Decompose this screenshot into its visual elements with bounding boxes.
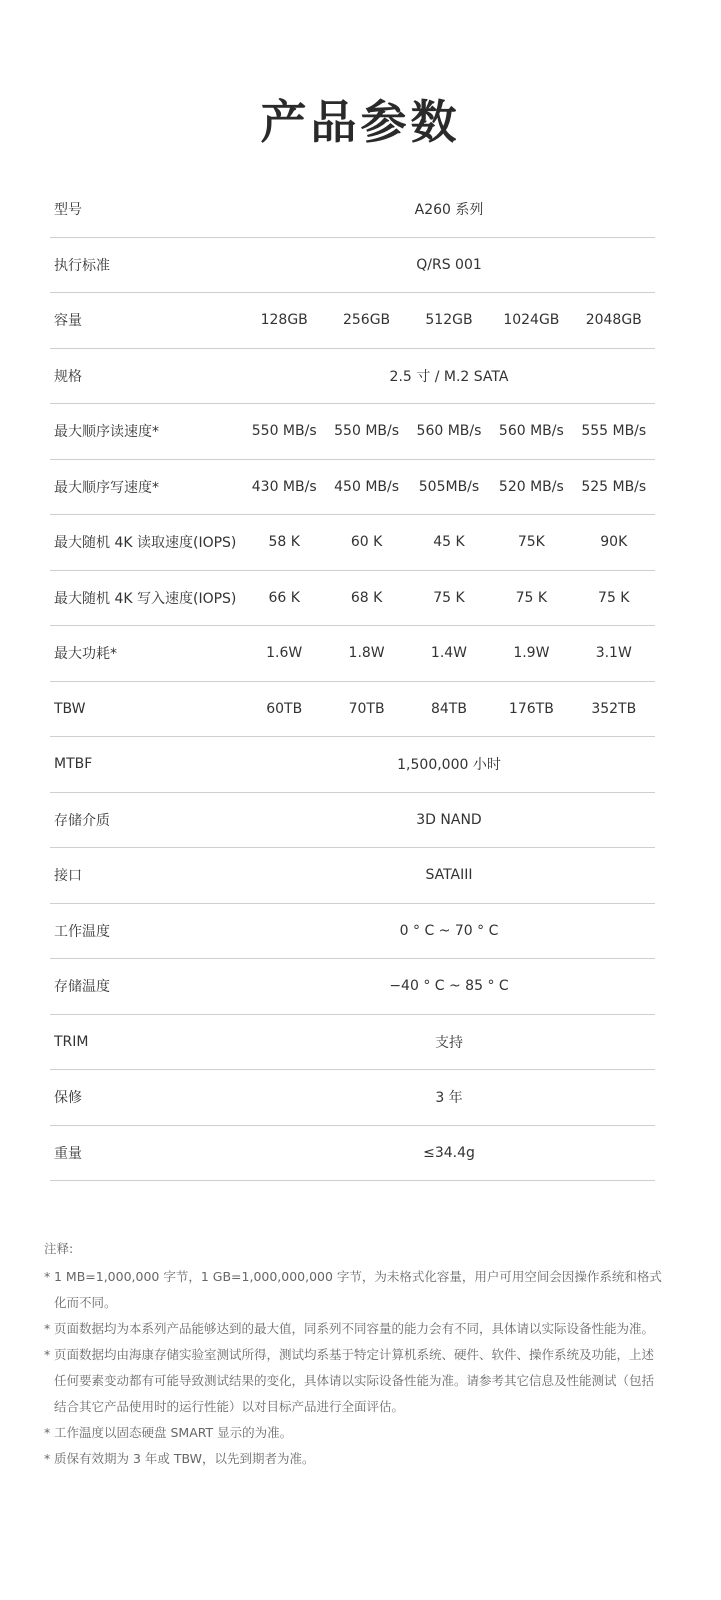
- spec-label: 存储温度: [54, 979, 110, 996]
- spec-value: Q/RS 001: [416, 256, 482, 273]
- spec-value: 512GB: [425, 312, 473, 329]
- spec-values: [243, 590, 655, 606]
- notes-list: [44, 1264, 664, 1472]
- spec-value: 128GB: [260, 312, 308, 329]
- spec-value: 70TB: [348, 700, 385, 717]
- spec-values: [243, 867, 655, 883]
- spec-value: 555 MB/s: [581, 423, 647, 440]
- spec-row: [50, 904, 655, 960]
- spec-values: [243, 701, 655, 717]
- spec-value: 84TB: [430, 700, 467, 717]
- spec-label: 最大随机 4K 读取速度(IOPS): [54, 535, 237, 552]
- spec-label: 最大顺序写速度*: [54, 479, 159, 496]
- spec-value: 1.4W: [430, 645, 468, 662]
- spec-label: 最大功耗*: [54, 646, 117, 663]
- spec-label: 保修: [54, 1090, 82, 1107]
- spec-value: 2.5 寸 / M.2 SATA: [389, 368, 509, 385]
- spec-value: 75K: [517, 534, 545, 551]
- note-marker: *: [44, 1425, 51, 1440]
- spec-value: 1.9W: [513, 645, 550, 662]
- spec-row: [50, 460, 655, 516]
- spec-row: [50, 182, 655, 238]
- spec-row: [50, 1015, 655, 1071]
- note-marker: *: [44, 1347, 51, 1362]
- spec-table: [50, 182, 655, 1181]
- spec-value: 525 MB/s: [581, 478, 647, 495]
- spec-value: 45 K: [433, 534, 465, 551]
- notes-section: [44, 1236, 664, 1472]
- notes-heading: 注释:: [44, 1241, 74, 1256]
- spec-value: 520 MB/s: [498, 478, 564, 495]
- spec-value: A260 系列: [414, 202, 484, 219]
- note-marker: *: [44, 1451, 51, 1466]
- spec-value: 1024GB: [503, 312, 560, 329]
- spec-value: 75 K: [598, 589, 630, 606]
- spec-value: 1,500,000 小时: [397, 757, 501, 774]
- spec-values: [243, 534, 655, 550]
- spec-value: 3.1W: [595, 645, 632, 662]
- spec-values: [243, 1032, 655, 1052]
- spec-label: 型号: [54, 202, 82, 219]
- spec-label: 接口: [54, 868, 82, 885]
- spec-value: 66 K: [268, 589, 300, 606]
- spec-value: 60TB: [266, 700, 303, 717]
- spec-row: [50, 737, 655, 793]
- spec-row: [50, 349, 655, 405]
- note-text: 1 MB=1,000,000 字节，1 GB=1,000,000,000 字节，为未格式化容量，用户可用空间会因操作系统和格式化而不同。: [54, 1269, 662, 1310]
- note-marker: *: [44, 1269, 51, 1284]
- spec-row: [50, 1126, 655, 1182]
- note-item: [44, 1446, 664, 1472]
- spec-row: [50, 793, 655, 849]
- spec-value: 60 K: [350, 534, 383, 551]
- spec-values: [243, 479, 655, 495]
- spec-value: 90K: [600, 534, 628, 551]
- page-title: 产品参数: [260, 95, 461, 149]
- spec-value: 1.6W: [266, 645, 303, 662]
- spec-value: 560 MB/s: [416, 423, 482, 440]
- spec-value: 支持: [435, 1034, 463, 1051]
- spec-value: ≤34.4g: [423, 1144, 475, 1161]
- spec-label: 最大顺序读速度*: [54, 424, 159, 441]
- spec-value: 75 K: [433, 589, 465, 606]
- spec-label: 最大随机 4K 写入速度(IOPS): [54, 590, 237, 607]
- note-item: [44, 1316, 664, 1342]
- spec-values: [243, 923, 655, 939]
- spec-label: 存储介质: [54, 812, 110, 829]
- spec-values: [243, 257, 655, 273]
- spec-value: 560 MB/s: [498, 423, 564, 440]
- spec-value: 68 K: [350, 589, 383, 606]
- spec-values: [243, 645, 655, 661]
- spec-values: [243, 366, 655, 386]
- spec-row: [50, 404, 655, 460]
- spec-value: 550 MB/s: [334, 423, 400, 440]
- note-item: [44, 1420, 664, 1446]
- spec-value: 352TB: [591, 700, 637, 717]
- spec-value: 430 MB/s: [251, 478, 317, 495]
- spec-values: [243, 978, 655, 994]
- spec-value: 550 MB/s: [251, 423, 317, 440]
- spec-label: TBW: [54, 700, 86, 717]
- spec-label: 执行标准: [54, 257, 110, 274]
- spec-label: MTBF: [54, 756, 93, 773]
- spec-label: 重量: [54, 1145, 82, 1162]
- spec-value: 75 K: [515, 589, 548, 606]
- spec-row: [50, 238, 655, 294]
- spec-label: 容量: [54, 313, 82, 330]
- spec-row: [50, 293, 655, 349]
- spec-value: 505MB/s: [418, 478, 480, 495]
- note-text: 工作温度以固态硬盘 SMART 显示的为准。: [54, 1425, 293, 1440]
- spec-value: 0 ° C ~ 70 ° C: [399, 922, 499, 939]
- spec-value: 256GB: [342, 312, 391, 329]
- spec-row: [50, 848, 655, 904]
- spec-value: 1.8W: [348, 645, 385, 662]
- spec-values: [243, 312, 655, 328]
- spec-value: −40 ° C ~ 85 ° C: [389, 978, 509, 995]
- spec-row: [50, 959, 655, 1015]
- note-text: 页面数据均为本系列产品能够达到的最大值，同系列不同容量的能力会有不同，具体请以实际设备性能为准。: [54, 1321, 655, 1336]
- spec-values: [243, 754, 655, 774]
- spec-row: [50, 515, 655, 571]
- spec-values: [243, 1087, 655, 1107]
- spec-label: 工作温度: [54, 923, 110, 940]
- spec-value: 58 K: [268, 534, 300, 551]
- spec-values: [243, 423, 655, 439]
- spec-label: TRIM: [54, 1033, 89, 1050]
- spec-value: 3 年: [435, 1090, 463, 1107]
- spec-value: SATAIII: [425, 867, 473, 884]
- spec-value: 3D NAND: [416, 811, 482, 828]
- note-text: 页面数据均由海康存储实验室测试所得，测试均系基于特定计算机系统、硬件、软件、操作系统及功能，上述任何要素变动都有可能导致测试结果的变化，具体请以实际设备性能为准。请参考其它信息及性能测试（包括结合其它产品使用时的运行性能）以对目标产品进行全面评估。: [54, 1347, 655, 1414]
- note-item: [44, 1264, 664, 1316]
- spec-values: [243, 199, 655, 219]
- spec-value: 176TB: [508, 700, 554, 717]
- spec-values: [243, 812, 655, 828]
- note-marker: *: [44, 1321, 51, 1336]
- spec-row: [50, 682, 655, 738]
- note-item: [44, 1342, 664, 1420]
- spec-row: [50, 571, 655, 627]
- spec-row: [50, 626, 655, 682]
- spec-values: [243, 1145, 655, 1161]
- spec-value: 450 MB/s: [334, 478, 400, 495]
- note-text: 质保有效期为 3 年或 TBW，以先到期者为准。: [54, 1451, 315, 1466]
- spec-row: [50, 1070, 655, 1126]
- spec-label: 规格: [54, 368, 82, 385]
- spec-value: 2048GB: [585, 312, 642, 329]
